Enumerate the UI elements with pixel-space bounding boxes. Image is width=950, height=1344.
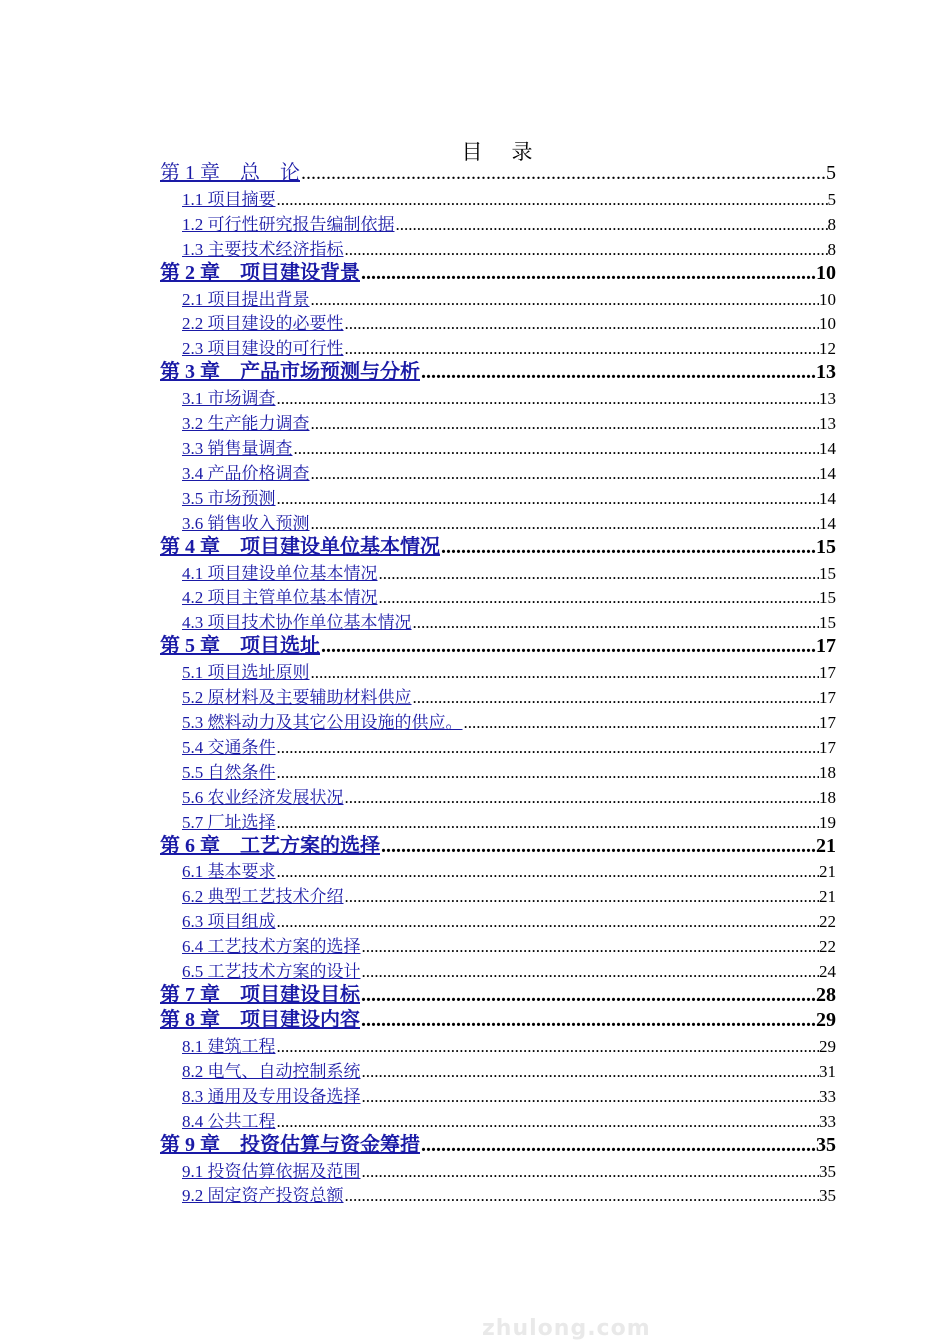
toc-entry-link[interactable]: 第 2 章 项目建设背景 xyxy=(160,261,360,284)
toc-page-number: 13 xyxy=(819,389,836,409)
dot-leader xyxy=(276,489,820,509)
toc-entry-link[interactable]: 3.3 销售量调查 xyxy=(182,439,293,459)
toc-section-entry[interactable] xyxy=(160,608,836,633)
toc-section-entry[interactable] xyxy=(160,1032,836,1057)
dot-leader xyxy=(310,663,820,683)
toc-entry-link[interactable]: 第 3 章 产品市场预测与分析 xyxy=(160,361,420,384)
dot-leader xyxy=(395,215,828,235)
dot-leader xyxy=(361,962,820,982)
toc-entry-link[interactable]: 5.4 交通条件 xyxy=(182,737,276,757)
toc-section-entry[interactable] xyxy=(160,733,836,758)
toc-section-entry[interactable] xyxy=(160,1182,836,1207)
toc-entry-link[interactable]: 8.4 公共工程 xyxy=(182,1111,276,1131)
toc-entry-link[interactable]: 5.5 自然条件 xyxy=(182,762,276,782)
toc-page-number: 17 xyxy=(819,663,836,683)
toc-section-entry[interactable] xyxy=(160,484,836,509)
table-of-contents xyxy=(160,160,836,1206)
toc-page-number: 14 xyxy=(819,488,836,508)
toc-chapter-entry[interactable] xyxy=(160,833,836,858)
toc-page-number: 33 xyxy=(819,1111,836,1131)
toc-section-entry[interactable] xyxy=(160,1082,836,1107)
toc-chapter-entry[interactable] xyxy=(160,982,836,1007)
toc-entry-link[interactable]: 3.6 销售收入预测 xyxy=(182,513,310,533)
toc-section-entry[interactable] xyxy=(160,907,836,932)
dot-leader xyxy=(276,190,828,210)
toc-entry-link[interactable]: 8.2 电气、自动控制系统 xyxy=(182,1061,361,1081)
toc-page-number: 15 xyxy=(816,535,836,558)
dot-leader xyxy=(440,536,816,559)
toc-entry-link[interactable]: 1.1 项目摘要 xyxy=(182,189,276,209)
dot-leader xyxy=(361,1162,820,1182)
toc-entry-link[interactable]: 3.1 市场调查 xyxy=(182,389,276,409)
toc-section-entry[interactable] xyxy=(160,584,836,609)
toc-entry-link[interactable]: 6.5 工艺技术方案的设计 xyxy=(182,962,361,982)
toc-page-number: 15 xyxy=(819,588,836,608)
toc-entry-link[interactable]: 8.1 建筑工程 xyxy=(182,1036,276,1056)
toc-page-number: 17 xyxy=(819,688,836,708)
toc-section-entry[interactable] xyxy=(160,285,836,310)
toc-section-entry[interactable] xyxy=(160,1107,836,1132)
toc-section-entry[interactable] xyxy=(160,658,836,683)
dot-leader xyxy=(310,464,820,484)
toc-entry-link[interactable]: 4.2 项目主管单位基本情况 xyxy=(182,588,378,608)
toc-page-number: 35 xyxy=(816,1133,836,1156)
toc-entry-link[interactable]: 1.3 主要技术经济指标 xyxy=(182,239,344,259)
toc-page-number: 10 xyxy=(819,314,836,334)
dot-leader xyxy=(378,564,820,584)
toc-page-number: 18 xyxy=(819,762,836,782)
toc-section-entry[interactable] xyxy=(160,459,836,484)
toc-entry-link[interactable]: 2.2 项目建设的必要性 xyxy=(182,314,344,334)
toc-page-number: 35 xyxy=(819,1161,836,1181)
toc-page-number: 14 xyxy=(819,439,836,459)
toc-section-entry[interactable] xyxy=(160,509,836,534)
dot-leader xyxy=(276,763,820,783)
toc-page-number: 10 xyxy=(819,289,836,309)
dot-leader xyxy=(276,813,820,833)
toc-page-number: 28 xyxy=(816,984,836,1007)
toc-entry-link[interactable]: 第 6 章 工艺方案的选择 xyxy=(160,834,380,857)
toc-page-number: 17 xyxy=(819,737,836,757)
dot-leader xyxy=(361,1087,820,1107)
toc-section-entry[interactable] xyxy=(160,310,836,335)
toc-page-number: 18 xyxy=(819,787,836,807)
dot-leader xyxy=(276,738,820,758)
toc-page-number: 21 xyxy=(816,834,836,857)
toc-page-number: 22 xyxy=(819,912,836,932)
toc-page-number: 14 xyxy=(819,513,836,533)
toc-entry-link[interactable]: 5.2 原材料及主要辅助材料供应 xyxy=(182,688,412,708)
toc-page-number: 24 xyxy=(819,962,836,982)
toc-entry-link[interactable]: 3.4 产品价格调查 xyxy=(182,463,310,483)
toc-section-entry[interactable] xyxy=(160,185,836,210)
dot-leader xyxy=(420,1134,816,1157)
toc-chapter-entry[interactable] xyxy=(160,534,836,559)
toc-page-number: 19 xyxy=(819,812,836,832)
toc-section-entry[interactable] xyxy=(160,783,836,808)
toc-page-number: 8 xyxy=(827,214,836,234)
toc-section-entry[interactable] xyxy=(160,409,836,434)
toc-entry-link[interactable]: 第 9 章 投资估算与资金筹措 xyxy=(160,1133,420,1156)
toc-page-number: 35 xyxy=(819,1186,836,1206)
toc-entry-link[interactable]: 5.1 项目选址原则 xyxy=(182,663,310,683)
toc-chapter-entry[interactable] xyxy=(160,633,836,658)
toc-page-number: 8 xyxy=(827,239,836,259)
dot-leader xyxy=(276,1037,820,1057)
toc-entry-link[interactable]: 2.3 项目建设的可行性 xyxy=(182,339,344,359)
toc-page-number: 17 xyxy=(819,713,836,733)
dot-leader xyxy=(276,912,820,932)
toc-page-number: 33 xyxy=(819,1086,836,1106)
toc-entry-link[interactable]: 4.3 项目技术协作单位基本情况 xyxy=(182,613,412,633)
toc-entry-link[interactable]: 6.1 基本要求 xyxy=(182,862,276,882)
toc-entry-link[interactable]: 第 5 章 项目选址 xyxy=(160,635,320,658)
dot-leader xyxy=(360,1009,816,1032)
toc-page-number: 15 xyxy=(819,563,836,583)
toc-section-entry[interactable] xyxy=(160,559,836,584)
toc-chapter-entry[interactable] xyxy=(160,160,836,185)
dot-leader xyxy=(360,984,816,1007)
dot-leader xyxy=(344,339,820,359)
toc-entry-link[interactable]: 6.4 工艺技术方案的选择 xyxy=(182,937,361,957)
toc-page-number: 22 xyxy=(819,937,836,957)
dot-leader xyxy=(310,414,820,434)
toc-section-entry[interactable] xyxy=(160,210,836,235)
toc-page-number: 31 xyxy=(819,1061,836,1081)
toc-page-number: 29 xyxy=(816,1009,836,1032)
toc-section-entry[interactable] xyxy=(160,334,836,359)
dot-leader xyxy=(360,262,816,285)
toc-section-entry[interactable] xyxy=(160,708,836,733)
toc-entry-link[interactable]: 2.1 项目提出背景 xyxy=(182,289,310,309)
toc-section-entry[interactable] xyxy=(160,758,836,783)
toc-entry-link[interactable]: 5.3 燃料动力及其它公用设施的供应。 xyxy=(182,713,463,733)
toc-page-number: 21 xyxy=(819,887,836,907)
dot-leader xyxy=(380,835,816,858)
toc-entry-link[interactable]: 9.1 投资估算依据及范围 xyxy=(182,1161,361,1181)
toc-section-entry[interactable] xyxy=(160,957,836,982)
dot-leader xyxy=(276,1112,820,1132)
toc-page-number: 15 xyxy=(819,613,836,633)
toc-section-entry[interactable] xyxy=(160,384,836,409)
toc-page-number: 13 xyxy=(819,414,836,434)
toc-section-entry[interactable] xyxy=(160,808,836,833)
dot-leader xyxy=(361,937,820,957)
toc-page-number: 5 xyxy=(827,189,836,209)
toc-entry-link[interactable]: 3.2 生产能力调查 xyxy=(182,414,310,434)
toc-entry-link[interactable]: 第 8 章 项目建设内容 xyxy=(160,1009,360,1032)
toc-chapter-entry[interactable] xyxy=(160,359,836,384)
toc-page-number: 17 xyxy=(816,635,836,658)
dot-leader xyxy=(276,862,820,882)
toc-page-number: 12 xyxy=(819,339,836,359)
dot-leader xyxy=(344,314,820,334)
toc-page-number: 29 xyxy=(819,1036,836,1056)
dot-leader xyxy=(361,1062,820,1082)
toc-page-number: 5 xyxy=(826,162,836,184)
toc-entry-link[interactable]: 4.1 项目建设单位基本情况 xyxy=(182,563,378,583)
dot-leader xyxy=(420,361,816,384)
toc-page-number: 21 xyxy=(819,862,836,882)
dot-leader xyxy=(378,588,820,608)
toc-entry-link[interactable]: 5.7 厂址选择 xyxy=(182,812,276,832)
watermark: zhulong.com xyxy=(482,1316,651,1341)
toc-entry-link[interactable]: 第 7 章 项目建设目标 xyxy=(160,984,360,1007)
toc-section-entry[interactable] xyxy=(160,683,836,708)
toc-entry-link[interactable]: 第 1 章 总 论 xyxy=(160,162,300,184)
dot-leader xyxy=(344,240,828,260)
toc-chapter-entry[interactable] xyxy=(160,1007,836,1032)
toc-page-number: 10 xyxy=(816,261,836,284)
dot-leader xyxy=(310,290,820,310)
dot-leader xyxy=(344,788,820,808)
toc-entry-link[interactable]: 8.3 通用及专用设备选择 xyxy=(182,1086,361,1106)
toc-section-entry[interactable] xyxy=(160,235,836,260)
dot-leader xyxy=(412,688,820,708)
toc-chapter-entry[interactable] xyxy=(160,1132,836,1157)
toc-entry-link[interactable]: 5.6 农业经济发展状况 xyxy=(182,787,344,807)
dot-leader xyxy=(344,887,820,907)
toc-chapter-entry[interactable] xyxy=(160,260,836,285)
toc-entry-link[interactable]: 6.2 典型工艺技术介绍 xyxy=(182,887,344,907)
dot-leader xyxy=(344,1186,820,1206)
toc-entry-link[interactable]: 6.3 项目组成 xyxy=(182,912,276,932)
dot-leader xyxy=(293,439,820,459)
toc-section-entry[interactable] xyxy=(160,434,836,459)
toc-page-number: 14 xyxy=(819,463,836,483)
dot-leader xyxy=(412,613,820,633)
dot-leader xyxy=(463,713,820,733)
toc-section-entry[interactable] xyxy=(160,882,836,907)
toc-section-entry[interactable] xyxy=(160,1157,836,1182)
dot-leader xyxy=(310,514,820,534)
toc-section-entry[interactable] xyxy=(160,858,836,883)
toc-entry-link[interactable]: 1.2 可行性研究报告编制依据 xyxy=(182,214,395,234)
toc-section-entry[interactable] xyxy=(160,1057,836,1082)
dot-leader xyxy=(300,162,826,185)
toc-entry-link[interactable]: 3.5 市场预测 xyxy=(182,488,276,508)
toc-section-entry[interactable] xyxy=(160,932,836,957)
toc-title: 目 录 xyxy=(461,140,537,164)
toc-entry-link[interactable]: 9.2 固定资产投资总额 xyxy=(182,1186,344,1206)
dot-leader xyxy=(320,635,816,658)
dot-leader xyxy=(276,389,820,409)
toc-entry-link[interactable]: 第 4 章 项目建设单位基本情况 xyxy=(160,535,440,558)
toc-page-number: 13 xyxy=(816,361,836,384)
